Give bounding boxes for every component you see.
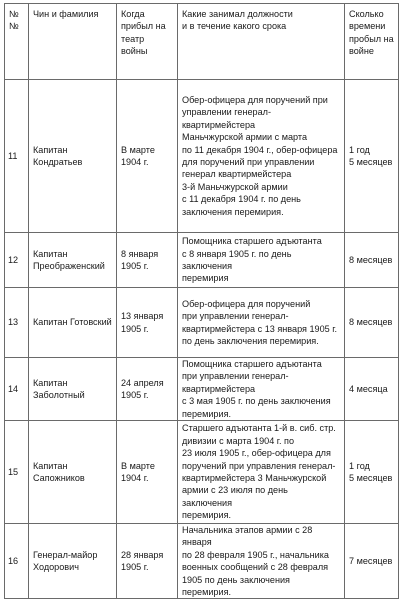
row-number: 11	[5, 80, 29, 233]
rank-and-name: Генерал-майор Ходорович	[29, 524, 117, 599]
header-duration: Сколько времени пробыл на войне	[345, 4, 399, 80]
time-at-war: 8 месяцев	[345, 288, 399, 358]
table-row	[5, 80, 399, 233]
header-rank-and-name: Чин и фамилия	[29, 4, 117, 80]
header-positions: Какие занимал должности и в течение какого срока	[178, 4, 345, 80]
positions-held: Помощника старшего адъютанта при управлении генерал-квартирмейстера с 3 мая 1905 г. по день заключения перемирия.	[178, 358, 345, 421]
arrival-date: В марте 1904 г.	[117, 421, 178, 524]
table-row	[5, 421, 399, 524]
positions-held: Начальника этапов армии с 28 января по 28 февраля 1905 г., начальника военных сообщений с 28 февраля 1905 по день заключения перемирия.	[178, 524, 345, 599]
arrival-date: 13 января 1905 г.	[117, 288, 178, 358]
positions-held: Обер-офицера для поручений при управлении генерал- квартирмейстера с 13 января 1905 г. по день заключения перемирия.	[178, 288, 345, 358]
row-number: 13	[5, 288, 29, 358]
row-number: 12	[5, 233, 29, 288]
arrival-date: 28 января 1905 г.	[117, 524, 178, 599]
officers-table	[4, 3, 399, 599]
rank-and-name: Капитан Готовский	[29, 288, 117, 358]
table-row	[5, 524, 399, 599]
positions-held: Старшего адъютанта 1-й в. сиб. стр. дивизии с марта 1904 г. по 23 июля 1905 г., обер-офицера для поручений при управления генерал- квартирмейстера 3 Маньчжурской армии с 23 июля по день заключения перемирия.	[178, 421, 345, 524]
arrival-date: В марте 1904 г.	[117, 80, 178, 233]
table-row	[5, 233, 399, 288]
rank-and-name: Капитан Преображенский	[29, 233, 117, 288]
arrival-date: 24 апреля 1905 г.	[117, 358, 178, 421]
time-at-war: 1 год 5 месяцев	[345, 80, 399, 233]
rank-and-name: Капитан Кондратьев	[29, 80, 117, 233]
time-at-war: 4 месяца	[345, 358, 399, 421]
table-row	[5, 288, 399, 358]
table-header-row	[5, 4, 399, 80]
rank-and-name: Капитан Заболотный	[29, 358, 117, 421]
time-at-war: 7 месяцев	[345, 524, 399, 599]
arrival-date: 8 января 1905 г.	[117, 233, 178, 288]
row-number: 14	[5, 358, 29, 421]
time-at-war: 1 год 5 месяцев	[345, 421, 399, 524]
header-number: №№	[5, 4, 29, 80]
row-number: 15	[5, 421, 29, 524]
header-arrival-date: Когда прибыл на театр войны	[117, 4, 178, 80]
time-at-war: 8 месяцев	[345, 233, 399, 288]
positions-held: Помощника старшего адъютанта с 8 января 1905 г. по день заключения перемирия	[178, 233, 345, 288]
table-row	[5, 358, 399, 421]
rank-and-name: Капитан Сапожников	[29, 421, 117, 524]
positions-held: Обер-офицера для поручений при управлении генерал-квартирмейстера Маньчжурской армии с марта по 11 декабря 1904 г., обер-офицера для поручений при управлении генерал квартирмейстера 3-й Маньчжурской армии с 11 декабря 1904 г. по день заключения перемирия.	[178, 80, 345, 233]
row-number: 16	[5, 524, 29, 599]
